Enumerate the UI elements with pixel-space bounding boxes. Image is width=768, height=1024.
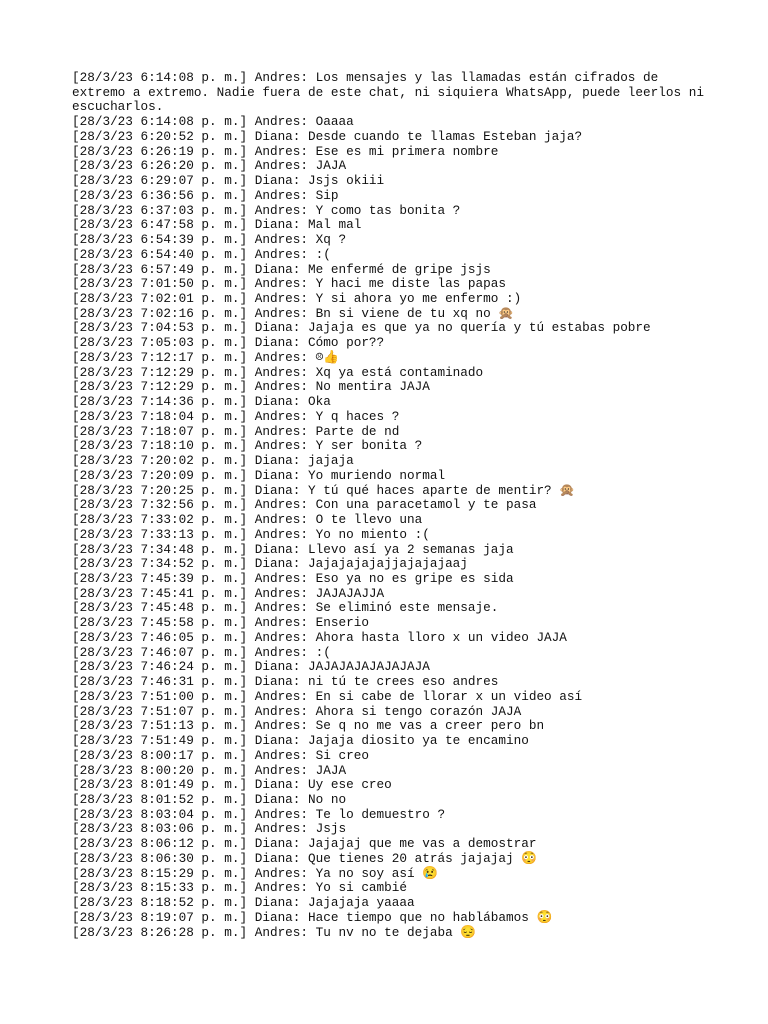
chat-line: [28/3/23 7:12:29 p. m.] Andres: No mentira JAJA bbox=[72, 379, 430, 395]
chat-line: [28/3/23 7:33:13 p. m.] Andres: Yo no miento :( bbox=[72, 526, 430, 542]
chat-line: [28/3/23 8:01:52 p. m.] Diana: No no bbox=[72, 791, 347, 807]
chat-line: [28/3/23 7:14:36 p. m.] Diana: Oka bbox=[72, 394, 331, 410]
chat-line: [28/3/23 8:26:28 p. m.] Andres: Tu nv no te dejaba 😔 bbox=[72, 924, 477, 940]
chat-line: [28/3/23 7:20:02 p. m.] Diana: jajaja bbox=[72, 453, 354, 469]
chat-line: [28/3/23 8:15:29 p. m.] Andres: Ya no soy así 😢 bbox=[72, 865, 439, 881]
chat-line: [28/3/23 7:18:10 p. m.] Andres: Y ser bonita ? bbox=[72, 438, 423, 454]
chat-line: [28/3/23 8:03:04 p. m.] Andres: Te lo demuestro ? bbox=[72, 806, 446, 822]
chat-line: [28/3/23 7:12:29 p. m.] Andres: Xq ya está contaminado bbox=[72, 364, 484, 380]
chat-line: [28/3/23 7:01:50 p. m.] Andres: Y haci me diste las papas bbox=[72, 276, 506, 292]
chat-line: [28/3/23 8:06:12 p. m.] Diana: Jajajaj que me vas a demostrar bbox=[72, 836, 537, 852]
chat-line: [28/3/23 6:36:56 p. m.] Andres: Sip bbox=[72, 187, 339, 203]
chat-line: [28/3/23 6:37:03 p. m.] Andres: Y como tas bonita ? bbox=[72, 202, 461, 218]
chat-line: [28/3/23 7:33:02 p. m.] Andres: O te llevo una bbox=[72, 512, 423, 528]
chat-line: [28/3/23 7:51:49 p. m.] Diana: Jajaja diosito ya te encamino bbox=[72, 733, 529, 749]
chat-line: [28/3/23 7:45:41 p. m.] Andres: JAJAJAJJA bbox=[72, 585, 385, 601]
chat-line: [28/3/23 7:02:01 p. m.] Andres: Y si ahora yo me enfermo :) bbox=[72, 291, 522, 307]
chat-line: [28/3/23 6:29:07 p. m.] Diana: Jsjs okiii bbox=[72, 173, 385, 189]
chat-line: [28/3/23 7:46:31 p. m.] Diana: ni tú te crees eso andres bbox=[72, 674, 499, 690]
chat-line: [28/3/23 8:01:49 p. m.] Diana: Uy ese creo bbox=[72, 777, 392, 793]
chat-line: [28/3/23 8:18:52 p. m.] Diana: Jajajaja yaaaa bbox=[72, 895, 415, 911]
chat-line: [28/3/23 7:51:07 p. m.] Andres: Ahora si tengo corazón JAJA bbox=[72, 703, 522, 719]
chat-line: [28/3/23 8:19:07 p. m.] Diana: Hace tiempo que no hablábamos 😳 bbox=[72, 909, 553, 925]
chat-line: [28/3/23 6:54:40 p. m.] Andres: :( bbox=[72, 246, 331, 262]
chat-transcript bbox=[72, 71, 712, 940]
chat-line: [28/3/23 6:47:58 p. m.] Diana: Mal mal bbox=[72, 217, 362, 233]
chat-line: [28/3/23 7:51:00 p. m.] Andres: En si cabe de llorar x un video así bbox=[72, 688, 583, 704]
chat-line: [28/3/23 6:26:19 p. m.] Andres: Ese es mi primera nombre bbox=[72, 143, 499, 159]
chat-line: [28/3/23 7:34:52 p. m.] Diana: Jajajajajajjajajajaaj bbox=[72, 556, 468, 572]
chat-line: [28/3/23 8:03:06 p. m.] Andres: Jsjs bbox=[72, 821, 347, 837]
chat-line: [28/3/23 7:04:53 p. m.] Diana: Jajaja es que ya no quería y tú estabas pobre bbox=[72, 320, 651, 336]
chat-line: [28/3/23 8:06:30 p. m.] Diana: Que tienes 20 atrás jajajaj 😳 bbox=[72, 850, 538, 866]
chat-line: [28/3/23 6:14:08 p. m.] Andres: Los mensajes y las llamadas están cifrados de extremo a extremo. Nadie fuera de este chat, ni siquiera WhatsApp, puede leerlos ni escucharlos. bbox=[72, 70, 712, 115]
chat-line: [28/3/23 7:12:17 p. m.] Andres: ☹👍 bbox=[72, 349, 340, 365]
chat-line: [28/3/23 7:51:13 p. m.] Andres: Se q no me vas a creer pero bn bbox=[72, 718, 545, 734]
chat-line: [28/3/23 7:05:03 p. m.] Diana: Cómo por?? bbox=[72, 335, 385, 351]
chat-line: [28/3/23 7:45:58 p. m.] Andres: Enserio bbox=[72, 615, 369, 631]
chat-line: [28/3/23 7:45:39 p. m.] Andres: Eso ya no es gripe es sida bbox=[72, 570, 514, 586]
chat-line: [28/3/23 7:45:48 p. m.] Andres: Se eliminó este mensaje. bbox=[72, 600, 499, 616]
chat-line: [28/3/23 7:18:04 p. m.] Andres: Y q haces ? bbox=[72, 408, 400, 424]
chat-line: [28/3/23 6:20:52 p. m.] Diana: Desde cuando te llamas Esteban jaja? bbox=[72, 128, 583, 144]
chat-line: [28/3/23 7:32:56 p. m.] Andres: Con una paracetamol y te pasa bbox=[72, 497, 537, 513]
chat-line: [28/3/23 7:46:05 p. m.] Andres: Ahora hasta lloro x un video JAJA bbox=[72, 629, 567, 645]
chat-line: [28/3/23 8:15:33 p. m.] Andres: Yo si cambié bbox=[72, 880, 408, 896]
chat-line: [28/3/23 8:00:20 p. m.] Andres: JAJA bbox=[72, 762, 347, 778]
chat-line: [28/3/23 7:46:24 p. m.] Diana: JAJAJAJAJAJAJAJA bbox=[72, 659, 430, 675]
chat-line: [28/3/23 7:34:48 p. m.] Diana: Llevo así ya 2 semanas jaja bbox=[72, 541, 514, 557]
chat-line: [28/3/23 6:57:49 p. m.] Diana: Me enfermé de gripe jsjs bbox=[72, 261, 491, 277]
chat-line: [28/3/23 7:46:07 p. m.] Andres: :( bbox=[72, 644, 331, 660]
chat-line: [28/3/23 7:20:09 p. m.] Diana: Yo muriendo normal bbox=[72, 467, 446, 483]
chat-line: [28/3/23 8:00:17 p. m.] Andres: Si creo bbox=[72, 747, 369, 763]
chat-line: [28/3/23 6:26:20 p. m.] Andres: JAJA bbox=[72, 158, 347, 174]
chat-line: [28/3/23 7:20:25 p. m.] Diana: Y tú qué haces aparte de mentir? 🙊 bbox=[72, 482, 576, 498]
chat-line: [28/3/23 7:02:16 p. m.] Andres: Bn si viene de tu xq no 🙊 bbox=[72, 305, 515, 321]
chat-line: [28/3/23 7:18:07 p. m.] Andres: Parte de nd bbox=[72, 423, 400, 439]
chat-line: [28/3/23 6:54:39 p. m.] Andres: Xq ? bbox=[72, 232, 347, 248]
chat-line: [28/3/23 6:14:08 p. m.] Andres: Oaaaa bbox=[72, 114, 354, 130]
